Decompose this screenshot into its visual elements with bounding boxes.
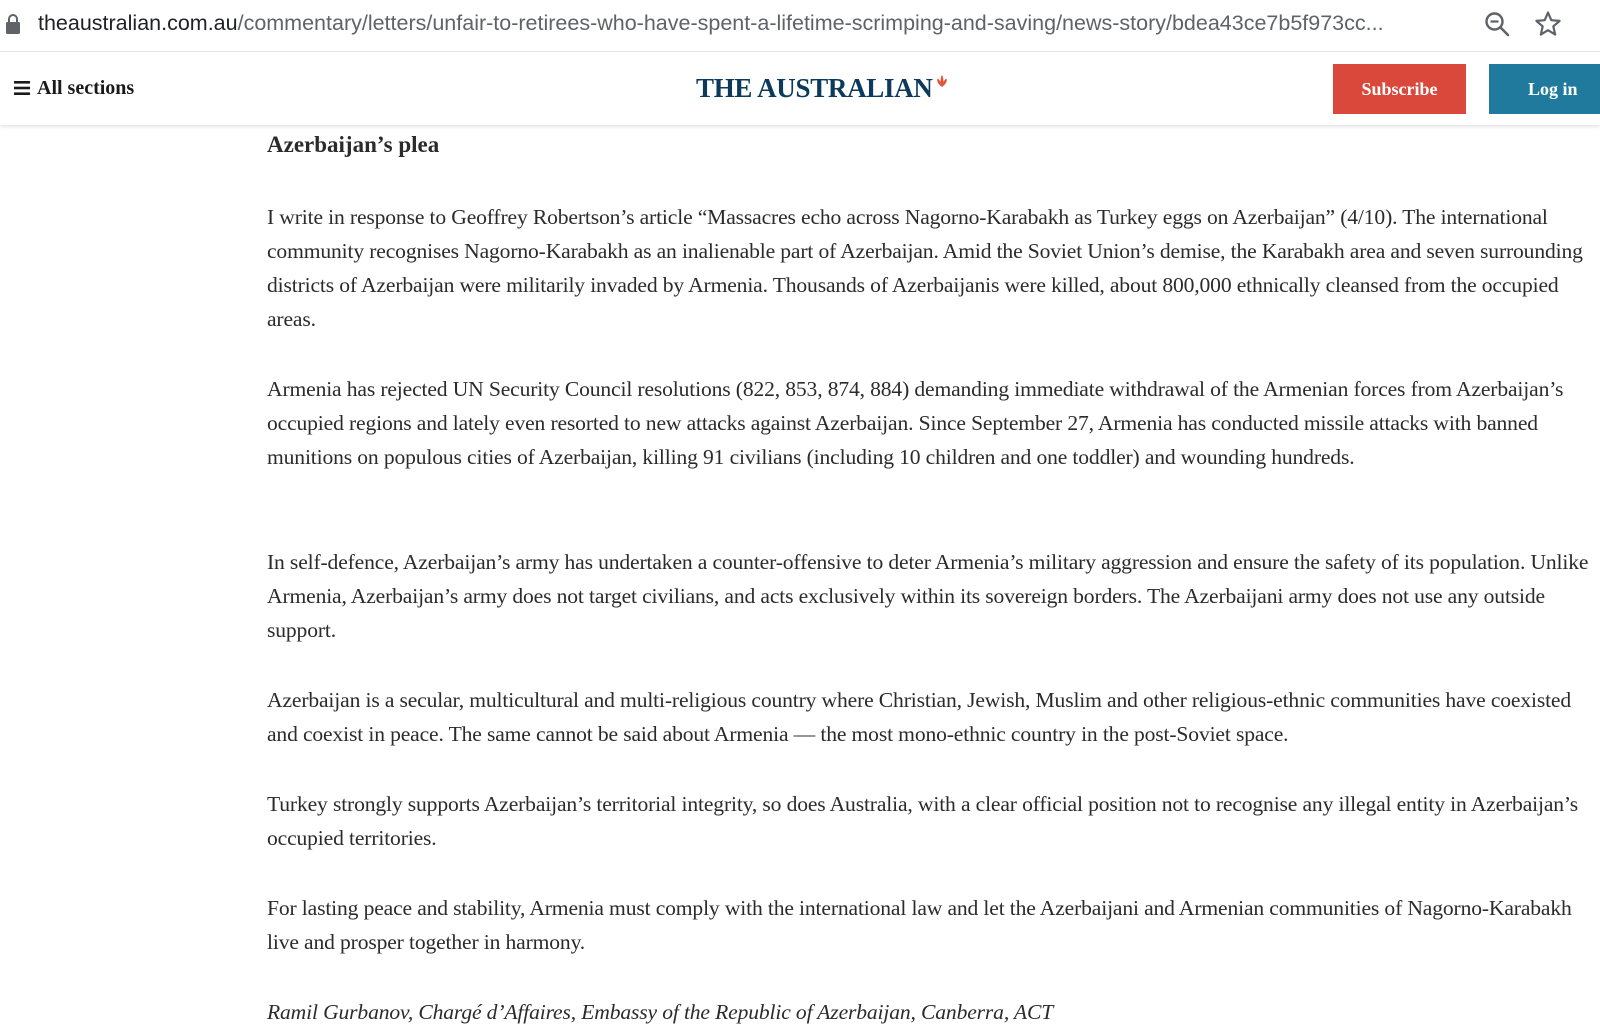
star-icon[interactable] <box>1534 10 1562 38</box>
subscribe-button[interactable]: Subscribe <box>1333 64 1466 114</box>
login-button[interactable]: Log in <box>1489 64 1600 114</box>
lock-icon[interactable] <box>5 13 21 35</box>
url-host: theaustralian.com.au <box>38 11 238 35</box>
letter-title: Azerbaijan’s plea <box>267 132 440 157</box>
letter-paragraph: In self-defence, Azerbaijan’s army has undertaken a counter-offensive to deter Armenia’s military aggression and ensure the safety of its population. Unlike Armenia, Azerbaijan’s army does not target civilians, and acts exclusively within its sovereign borders. The Azerbaijani army does not use any outside support. <box>267 550 1589 642</box>
letter-paragraph: Armenia has rejected UN Security Council resolutions (822, 853, 874, 884) demanding immediate withdrawal of the Armenian forces from Azerbaijan’s occupied regions and lately even resorted to new attacks against Azerbaijan. Since September 27, Armenia has conducted missile attacks with banned munitions on populous cities of Azerbaijan, killing 91 civilians (including 10 children and one toddler) and wounding hundreds. <box>267 377 1564 469</box>
browser-address-bar[interactable] <box>0 0 1600 48</box>
hamburger-icon <box>14 81 30 95</box>
masthead-text: THE AUSTRALIAN <box>696 73 933 103</box>
letter-paragraph: Azerbaijan is a secular, multicultural and multi-religious country where Christian, Jewish, Muslim and other religious-ethnic communities have coexisted and coexist in peace. The same cannot be said about Armenia — the most mono-ethnic country in the post-Soviet space. <box>267 688 1572 746</box>
url-path: /commentary/letters/unfair-to-retirees-who-have-spent-a-lifetime-scrimping-and-saving/news-story/bdea43ce7b5f973cc... <box>237 11 1384 35</box>
sunburst-logo-icon <box>935 74 949 88</box>
url-text[interactable] <box>38 10 1438 36</box>
letter-signature: Ramil Gurbanov, Chargé d’Affaires, Embassy of the Republic of Azerbaijan, Canberra, ACT <box>267 1000 1054 1024</box>
letter-paragraph: I write in response to Geoffrey Robertson’s article “Massacres echo across Nagorno-Karabakh as Turkey eggs on Azerbaijan” (4/10). The international community recognises Nagorno-Karabakh as an inalienable part of Azerbaijan. Amid the Soviet Union’s demise, the Karabakh area and seven surrounding districts of Azerbaijan were militarily invaded by Armenia. Thousands of Azerbaijanis were killed, about 800,000 ethnically cleansed from the occupied areas. <box>267 205 1583 331</box>
all-sections-label: All sections <box>37 76 135 99</box>
masthead-logo[interactable] <box>696 73 949 103</box>
letter-article <box>267 128 1597 1024</box>
letter-paragraph: For lasting peace and stability, Armenia must comply with the international law and let the Azerbaijani and Armenian communities of Nagorno-Karabakh live and prosper together in harmony. <box>267 896 1572 954</box>
zoom-icon[interactable] <box>1484 11 1510 37</box>
all-sections-menu[interactable] <box>14 76 134 100</box>
site-header <box>0 51 1600 125</box>
letter-paragraph: Turkey strongly supports Azerbaijan’s territorial integrity, so does Australia, with a clear official position not to recognise any illegal entity in Azerbaijan’s occupied territories. <box>267 792 1579 850</box>
